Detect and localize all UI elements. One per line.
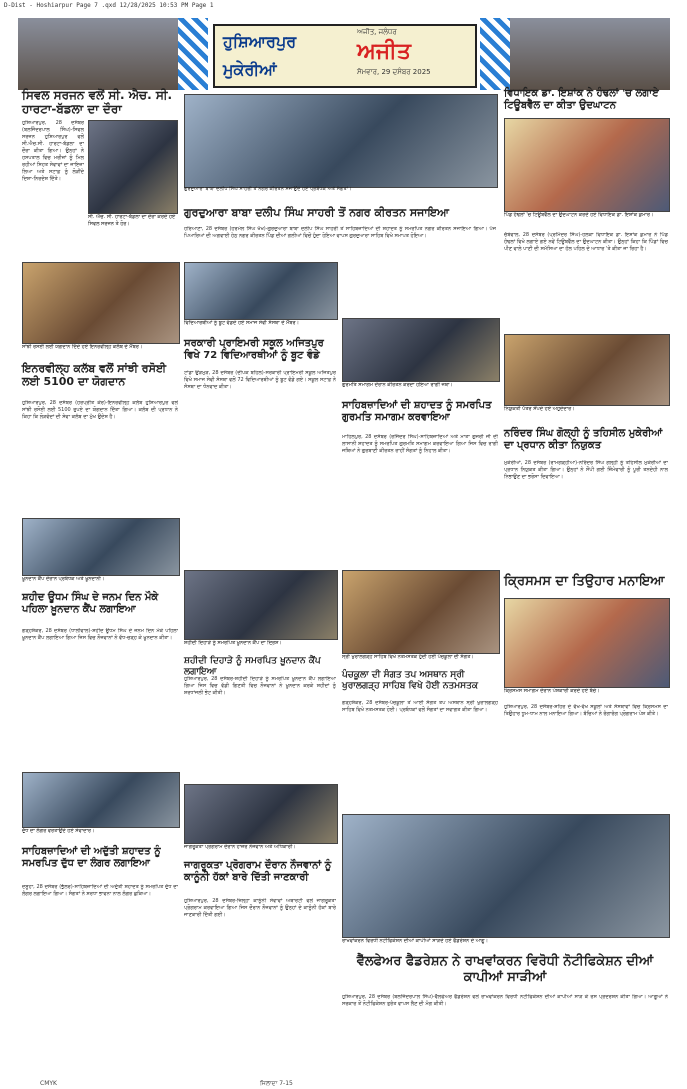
article-headline: ਪੰਚਕੂਲਾ ਦੀ ਸੰਗਤ ਤਪ ਅਸਥਾਨ ਸ੍ਰੀ ਖੁਰਾਲਗੜ੍ਹ ਸਾਹਿਬ ਵਿਖੇ ਹੋਈ ਨਤਮਸਤਕ [342, 670, 479, 691]
article-headline: ਨਰਿੰਦਰ ਸਿੰਘ ਗੋਲ੍ਹੀ ਨੂੰ ਤਹਿਸੀਲ ਮੁਕੇਰੀਆਂ ਦਾ ਪ੍ਰਧਾਨ ਕੀਤਾ ਨਿਯੁਕਤ [504, 428, 663, 451]
article-body: ਦਸੂਹਾ, 28 ਦਸੰਬਰ (ਭੁੱਲਰ)-ਸਾਹਿਬਜ਼ਾਦਿਆਂ ਦੀ ਅਦੁੱਤੀ ਸ਼ਹਾਦਤ ਨੂੰ ਸਮਰਪਿਤ ਦੁੱਧ ਦਾ ਲੰਗਰ ਲਗਾਇਆ ਗਿਆ। ਸੰਗਤਾਂ ਨੇ ਸ਼ਰਧਾ ਭਾਵਨਾ ਨਾਲ ਲੰਗਰ ਛਕਿਆ। [22, 884, 178, 897]
article-body: ਹੁਸ਼ਿਆਰਪੁਰ, 28 ਦਸੰਬਰ (ਬਲਜਿੰਦਰਪਾਲ ਸਿੰਘ)-ਸਿਵਲ ਸਰਜਨ ਹੁਸ਼ਿਆਰਪੁਰ ਵਲੋਂ ਸੀ.ਐਚ.ਸੀ. ਹਾਰਟਾ-ਬੱਡਲਾ ਦਾ ਦੌਰਾ ਕੀਤਾ ਗਿਆ। ਉਨ੍ਹਾਂ ਨੇ ਹਸਪਤਾਲ ਵਿਚ ਮਰੀਜ਼ਾਂ ਨੂੰ ਮਿਲ ਰਹੀਆਂ ਸਿਹਤ ਸੇਵਾਵਾਂ ਦਾ ਜਾਇਜ਼ਾ ਲਿਆ ਅਤੇ ਸਟਾਫ਼ ਨੂੰ ਲੋੜੀਂਦੇ ਦਿਸ਼ਾ-ਨਿਰਦੇਸ਼ ਦਿੱਤੇ। [22, 120, 84, 182]
article-headline: ਕ੍ਰਿਸਮਸ ਦਾ ਤਿਉਹਾਰ ਮਨਾਇਆ [504, 574, 665, 589]
article-body: ਗੜ੍ਹਸ਼ੰਕਰ, 28 ਦਸੰਬਰ (ਧਾਲੀਵਾਲ)-ਸ਼ਹੀਦ ਊਧਮ ਸਿੰਘ ਦੇ ਜਨਮ ਦਿਨ ਮੌਕੇ ਪਹਿਲਾ ਖ਼ੂਨਦਾਨ ਕੈਂਪ ਲਗਾਇਆ ਗਿਆ ਜਿਸ ਵਿਚ ਨੌਜਵਾਨਾਂ ਨੇ ਵੱਧ-ਚੜ੍ਹ ਕੇ ਖ਼ੂਨਦਾਨ ਕੀਤਾ। [22, 628, 178, 641]
article-headline: ਸ਼ਹੀਦ ਊਧਮ ਸਿੰਘ ਦੇ ਜਨਮ ਦਿਨ ਮੌਕੇ ਪਹਿਲਾ ਖ਼ੂਨਦਾਨ ਕੈਂਪ ਲਗਾਇਆ [22, 592, 159, 615]
print-bar: D-Dist - Hoshiarpur Page 7 .qxd 12/28/2025 10:53 PM Page 1 [4, 2, 214, 9]
article-photo [504, 334, 670, 406]
article-photo [22, 772, 180, 828]
article-caption: ਵਿਦਿਆਰਥੀਆਂ ਨੂੰ ਬੂਟ ਵੰਡਦੇ ਹੋਏ ਸਮਾਜ ਸੇਵੀ ਸੰਸਥਾ ਦੇ ਮੈਂਬਰ। [184, 320, 300, 326]
article-photo [184, 570, 338, 640]
article-body: ਮਾਹਿਲਪੁਰ, 28 ਦਸੰਬਰ (ਰਜਿੰਦਰ ਸਿੰਘ)-ਸਾਹਿਬਜ਼ਾਦਿਆਂ ਅਤੇ ਮਾਤਾ ਗੁਜਰੀ ਜੀ ਦੀ ਲਾਸਾਨੀ ਸ਼ਹਾਦਤ ਨੂੰ ਸਮਰਪਿਤ ਗੁਰਮਤਿ ਸਮਾਗਮ ਕਰਵਾਇਆ ਗਿਆ ਜਿਸ ਵਿਚ ਰਾਗੀ ਜਥਿਆਂ ਨੇ ਗੁਰਬਾਣੀ ਕੀਰਤਨ ਰਾਹੀਂ ਸੰਗਤਾਂ ਨੂੰ ਨਿਹਾਲ ਕੀਤਾ। [342, 434, 498, 454]
masthead-title-box [213, 24, 477, 88]
masthead-title-line2: ਮੁਕੇਰੀਆਂ [223, 60, 277, 79]
masthead-title-line1: ਹੁਸ਼ਿਆਰਪੁਰ [223, 32, 297, 51]
article-photo [184, 262, 338, 320]
article-body: ਹਰਿਆਣਾ, 28 ਦਸੰਬਰ (ਹਰਮੇਲ ਸਿੰਘ ਖੱਖ)-ਗੁਰਦੁਆਰਾ ਬਾਬਾ ਦਲੀਪ ਸਿੰਘ ਸਾਹਰੀ ਤੋਂ ਸਾਹਿਬਜ਼ਾਦਿਆਂ ਦੀ ਸ਼ਹਾਦਤ ਨੂੰ ਸਮਰਪਿਤ ਨਗਰ ਕੀਰਤਨ ਸਜਾਇਆ ਗਿਆ। ਪੰਜ ਪਿਆਰਿਆਂ ਦੀ ਅਗਵਾਈ ਹੇਠ ਨਗਰ ਕੀਰਤਨ ਪਿੰਡ ਦੀਆਂ ਗਲੀਆਂ ਵਿਚੋਂ ਹੁੰਦਾ ਹੋਇਆ ਵਾਪਸ ਗੁਰਦੁਆਰਾ ਸਾਹਿਬ ਵਿਖੇ ਸਮਾਪਤ ਹੋਇਆ। [184, 226, 496, 239]
article-caption: ਜਾਗਰੂਕਤਾ ਪ੍ਰੋਗਰਾਮ ਦੌਰਾਨ ਹਾਜ਼ਰ ਨੌਜਵਾਨ ਅਤੇ ਅਧਿਕਾਰੀ। [184, 844, 296, 850]
article-headline: ਗੁਰਦੁਆਰਾ ਬਾਬਾ ਦਲੀਪ ਸਿੰਘ ਸਾਹਰੀ ਤੋਂ ਨਗਰ ਕੀਰਤਨ ਸਜਾਇਆ [184, 206, 450, 219]
masthead-small-top: ਅਜੀਤ, ਜਲੰਧਰ [357, 28, 397, 36]
article-caption: ਸਾਂਝੀ ਰਸੋਈ ਲਈ ਯੋਗਦਾਨ ਦਿੰਦੇ ਹੋਏ ਇਨਰਵੀਲ੍ਹ ਕਲੱਬ ਦੇ ਮੈਂਬਰ। [22, 344, 143, 350]
masthead-pattern [480, 18, 510, 90]
article-headline: ਸਿਵਲ ਸਰਜਨ ਵਲੋਂ ਸੀ. ਐਚ. ਸੀ. ਹਾਰਟਾ-ਬੱਡਲਾ ਦਾ ਦੌਰਾ [22, 88, 173, 117]
article-body: ਹੁਸ਼ਿਆਰਪੁਰ, 28 ਦਸੰਬਰ (ਹਰਪ੍ਰੀਤ ਕੌਰ)-ਇਨਰਵੀਲ੍ਹ ਕਲੱਬ ਹੁਸ਼ਿਆਰਪੁਰ ਵਲੋਂ ਸਾਂਝੀ ਰਸੋਈ ਲਈ 5100 ਰੁਪਏ ਦਾ ਯੋਗਦਾਨ ਦਿੱਤਾ ਗਿਆ। ਕਲੱਬ ਦੀ ਪ੍ਰਧਾਨ ਨੇ ਕਿਹਾ ਕਿ ਲੋੜਵੰਦਾਂ ਦੀ ਸੇਵਾ ਕਲੱਬ ਦਾ ਮੁੱਖ ਉਦੇਸ਼ ਹੈ। [22, 400, 178, 420]
article-caption: ਕ੍ਰਿਸਮਸ ਸਮਾਗਮ ਦੌਰਾਨ ਪੇਸ਼ਕਾਰੀ ਕਰਦੇ ਹੋਏ ਬੱਚੇ। [504, 688, 600, 694]
article-headline: ਵਿਧਾਇਕ ਡਾ. ਇਸ਼ਾਂਕ ਨੇ ਹੰਢਲਾਂ 'ਚ ਲਗਾਏ ਟਿਊਬਵੈੱਲ ਦਾ ਕੀਤਾ ਉਦਘਾਟਨ [504, 88, 659, 111]
article-caption: ਗੁਰਮਤਿ ਸਮਾਗਮ ਦੌਰਾਨ ਕੀਰਤਨ ਕਰਦਾ ਹੋਇਆ ਰਾਗੀ ਜਥਾ। [342, 382, 453, 388]
masthead-photo-right [510, 18, 670, 90]
article-caption: ਰਾਖਵਾਂਕਰਨ ਵਿਰੋਧੀ ਨੋਟੀਫਿਕੇਸ਼ਨ ਦੀਆਂ ਕਾਪੀਆਂ ਸਾੜਦੇ ਹੋਏ ਫੈਡਰੇਸ਼ਨ ਦੇ ਆਗੂ। [342, 938, 488, 944]
article-caption: ਗੁਰਦੁਆਰਾ ਬਾਬਾ ਦਲੀਪ ਸਿੰਘ ਸਾਹਰੀ ਤੋਂ ਨਗਰ ਕੀਰਤਨ ਸਜਾਉਂਦੇ ਹੋਏ ਪ੍ਰਬੰਧਕ ਅਤੇ ਸੰਗਤਾਂ। [184, 186, 352, 192]
article-body: ਚੱਬੇਵਾਲ, 28 ਦਸੰਬਰ (ਪ੍ਰਮਿੰਦਰ ਸਿੰਘ)-ਹਲਕਾ ਵਿਧਾਇਕ ਡਾ. ਇਸ਼ਾਂਕ ਕੁਮਾਰ ਨੇ ਪਿੰਡ ਹੰਢਲਾਂ ਵਿਖੇ ਲਗਾਏ ਗਏ ਨਵੇਂ ਟਿਊਬਵੈੱਲ ਦਾ ਉਦਘਾਟਨ ਕੀਤਾ। ਉਨ੍ਹਾਂ ਕਿਹਾ ਕਿ ਪਿੰਡਾਂ ਵਿਚ ਪੀਣ ਵਾਲੇ ਪਾਣੀ ਦੀ ਸਮੱਸਿਆ ਦਾ ਹੱਲ ਪਹਿਲ ਦੇ ਆਧਾਰ 'ਤੇ ਕੀਤਾ ਜਾ ਰਿਹਾ ਹੈ। [504, 232, 668, 252]
article-headline: ਵੈੱਲਫੇਅਰ ਫੈਡਰੇਸ਼ਨ ਨੇ ਰਾਖਵਾਂਕਰਨ ਵਿਰੋਧੀ ਨੋਟੀਫਿਕੇਸ਼ਨ ਦੀਆਂ ਕਾਪੀਆਂ ਸਾੜੀਆਂ [356, 954, 654, 985]
article-caption: ਨਿਯੁਕਤੀ ਪੱਤਰ ਸੌਂਪਦੇ ਹੋਏ ਅਹੁਦੇਦਾਰ। [504, 406, 575, 412]
article-photo [342, 814, 670, 938]
footer-right: ਜਿਲਾਦਾ 7-15 [260, 1080, 293, 1087]
article-photo [88, 120, 178, 214]
article-caption: ਦੁੱਧ ਦਾ ਲੰਗਰ ਵਰਤਾਉਂਦੇ ਹੋਏ ਸੇਵਾਦਾਰ। [22, 828, 95, 834]
article-headline: ਸਰਕਾਰੀ ਪ੍ਰਾਇਮਰੀ ਸਕੂਲ ਅਜਿਤਪੁਰ ਵਿਖੇ 72 ਵਿਦਿਆਰਥੀਆਂ ਨੂੰ ਬੂਟ ਵੰਡੇ [184, 338, 324, 361]
article-body: ਮੁਕੇਰੀਆਂ, 28 ਦਸੰਬਰ (ਰਾਮਗੜ੍ਹੀਆ)-ਨਰਿੰਦਰ ਸਿੰਘ ਗੋਲ੍ਹੀ ਨੂੰ ਤਹਿਸੀਲ ਮੁਕੇਰੀਆਂ ਦਾ ਪ੍ਰਧਾਨ ਨਿਯੁਕਤ ਕੀਤਾ ਗਿਆ। ਉਨ੍ਹਾਂ ਨੇ ਸੌਂਪੀ ਗਈ ਜ਼ਿੰਮੇਵਾਰੀ ਨੂੰ ਪੂਰੀ ਤਨਦੇਹੀ ਨਾਲ ਨਿਭਾਉਣ ਦਾ ਭਰੋਸਾ ਦਿਵਾਇਆ। [504, 460, 668, 480]
article-photo [504, 598, 670, 688]
article-headline: ਸ਼ਹੀਦੀ ਦਿਹਾੜੇ ਨੂੰ ਸਮਰਪਿਤ ਖ਼ੂਨਦਾਨ ਕੈਂਪ ਲਗਾਇਆ [184, 656, 321, 677]
article-caption: ਖ਼ੂਨਦਾਨ ਕੈਂਪ ਦੌਰਾਨ ਪ੍ਰਬੰਧਕ ਅਤੇ ਖ਼ੂਨਦਾਨੀ। [22, 576, 105, 582]
article-photo [22, 262, 180, 344]
footer-left: CMYK [40, 1080, 57, 1087]
article-caption: ਪਿੰਡ ਹੰਢਲਾਂ 'ਚ ਟਿਊਬਵੈੱਲ ਦਾ ਉਦਘਾਟਨ ਕਰਦੇ ਹੋਏ ਵਿਧਾਇਕ ਡਾ. ਇਸ਼ਾਂਕ ਕੁਮਾਰ। [504, 212, 654, 218]
article-headline: ਜਾਗਰੂਕਤਾ ਪ੍ਰੋਗਰਾਮ ਦੌਰਾਨ ਨੌਜਵਾਨਾਂ ਨੂੰ ਕਾਨੂੰਨੀ ਹੱਕਾਂ ਬਾਰੇ ਦਿੱਤੀ ਜਾਣਕਾਰੀ [184, 860, 332, 883]
masthead-paper-name: ਅਜੀਤ [357, 39, 411, 64]
masthead-pattern [178, 18, 208, 90]
article-photo [342, 570, 500, 654]
article-photo [184, 784, 338, 844]
masthead-date: ਸੋਮਵਾਰ, 29 ਦਸੰਬਰ 2025 [357, 68, 431, 76]
article-body: ਹੁਸ਼ਿਆਰਪੁਰ, 28 ਦਸੰਬਰ-ਸ਼ਹੀਦੀ ਦਿਹਾੜੇ ਨੂੰ ਸਮਰਪਿਤ ਖ਼ੂਨਦਾਨ ਕੈਂਪ ਲਗਾਇਆ ਗਿਆ ਜਿਸ ਵਿਚ ਵੱਡੀ ਗਿਣਤੀ ਵਿਚ ਨੌਜਵਾਨਾਂ ਨੇ ਖ਼ੂਨਦਾਨ ਕਰਕੇ ਸ਼ਹੀਦਾਂ ਨੂੰ ਸ਼ਰਧਾਂਜਲੀ ਭੇਟ ਕੀਤੀ। [184, 676, 336, 696]
masthead-photo-left [18, 18, 178, 90]
article-caption: ਸ਼ਹੀਦੀ ਦਿਹਾੜੇ ਨੂੰ ਸਮਰਪਿਤ ਖ਼ੂਨਦਾਨ ਕੈਂਪ ਦਾ ਦ੍ਰਿਸ਼। [184, 640, 282, 646]
article-body: ਗੜ੍ਹਸ਼ੰਕਰ, 28 ਦਸੰਬਰ-ਪੰਚਕੂਲਾ ਤੋਂ ਆਈ ਸੰਗਤ ਤਪ ਅਸਥਾਨ ਸ੍ਰੀ ਖੁਰਾਲਗੜ੍ਹ ਸਾਹਿਬ ਵਿਖੇ ਨਤਮਸਤਕ ਹੋਈ। ਪ੍ਰਬੰਧਕਾਂ ਵਲੋਂ ਸੰਗਤਾਂ ਦਾ ਸਵਾਗਤ ਕੀਤਾ ਗਿਆ। [342, 700, 498, 713]
article-photo [184, 94, 498, 188]
article-caption: ਸੀ. ਐਚ. ਸੀ. ਹਾਰਟਾ-ਬੱਡਲਾ ਦਾ ਦੌਰਾ ਕਰਦੇ ਹੋਏ ਸਿਵਲ ਸਰਜਨ ਤੇ ਹੋਰ। [88, 214, 176, 227]
article-body: ਹੁਸ਼ਿਆਰਪੁਰ, 28 ਦਸੰਬਰ (ਬਲਜਿੰਦਰਪਾਲ ਸਿੰਘ)-ਵੈੱਲਫੇਅਰ ਫੈਡਰੇਸ਼ਨ ਵਲੋਂ ਰਾਖਵਾਂਕਰਨ ਵਿਰੋਧੀ ਨੋਟੀਫਿਕੇਸ਼ਨ ਦੀਆਂ ਕਾਪੀਆਂ ਸਾੜ ਕੇ ਰੋਸ ਪ੍ਰਦਰਸ਼ਨ ਕੀਤਾ ਗਿਆ। ਆਗੂਆਂ ਨੇ ਸਰਕਾਰ ਤੋਂ ਨੋਟੀਫਿਕੇਸ਼ਨ ਤੁਰੰਤ ਵਾਪਸ ਲੈਣ ਦੀ ਮੰਗ ਕੀਤੀ। [342, 994, 668, 1007]
article-photo [22, 518, 180, 576]
footer [0, 1078, 687, 1089]
article-headline: ਸਾਹਿਬਜ਼ਾਦਿਆਂ ਦੀ ਸ਼ਹਾਦਤ ਨੂੰ ਸਮਰਪਿਤ ਗੁਰਮਤਿ ਸਮਾਗਮ ਕਰਵਾਇਆ [342, 400, 492, 423]
masthead [18, 18, 670, 90]
article-photo [342, 318, 500, 382]
article-body: ਹੁਸ਼ਿਆਰਪੁਰ, 28 ਦਸੰਬਰ-ਜ਼ਿਲ੍ਹਾ ਕਾਨੂੰਨੀ ਸੇਵਾਵਾਂ ਅਥਾਰਟੀ ਵਲੋਂ ਜਾਗਰੂਕਤਾ ਪ੍ਰੋਗਰਾਮ ਕਰਵਾਇਆ ਗਿਆ ਜਿਸ ਦੌਰਾਨ ਨੌਜਵਾਨਾਂ ਨੂੰ ਉਨ੍ਹਾਂ ਦੇ ਕਾਨੂੰਨੀ ਹੱਕਾਂ ਬਾਰੇ ਜਾਣਕਾਰੀ ਦਿੱਤੀ ਗਈ। [184, 898, 336, 918]
article-caption: ਸ੍ਰੀ ਖੁਰਾਲਗੜ੍ਹ ਸਾਹਿਬ ਵਿਖੇ ਨਤਮਸਤਕ ਹੁੰਦੀ ਹੋਈ ਪੰਚਕੂਲਾ ਦੀ ਸੰਗਤ। [342, 654, 474, 660]
article-headline: ਸਾਹਿਬਜ਼ਾਦਿਆਂ ਦੀ ਅਦੁੱਤੀ ਸ਼ਹਾਦਤ ਨੂੰ ਸਮਰਪਿਤ ਦੁੱਧ ਦਾ ਲੰਗਰ ਲਗਾਇਆ [22, 846, 161, 869]
article-body: ਟਾਂਡਾ ਉੜਮੁੜ, 28 ਦਸੰਬਰ (ਦੀਪਕ ਬਹਿਲ)-ਸਰਕਾਰੀ ਪ੍ਰਾਇਮਰੀ ਸਕੂਲ ਅਜਿਤਪੁਰ ਵਿਖੇ ਸਮਾਜ ਸੇਵੀ ਸੰਸਥਾ ਵਲੋਂ 72 ਵਿਦਿਆਰਥੀਆਂ ਨੂੰ ਬੂਟ ਵੰਡੇ ਗਏ। ਸਕੂਲ ਸਟਾਫ਼ ਨੇ ਸੰਸਥਾ ਦਾ ਧੰਨਵਾਦ ਕੀਤਾ। [184, 370, 336, 390]
article-headline: ਇਨਰਵੀਲ੍ਹ ਕਲੱਬ ਵਲੋਂ ਸਾਂਝੀ ਰਸੋਈ ਲਈ 5100 ਦਾ ਯੋਗਦਾਨ [22, 362, 167, 389]
article-body: ਹੁਸ਼ਿਆਰਪੁਰ, 28 ਦਸੰਬਰ-ਸ਼ਹਿਰ ਦੇ ਵੱਖ-ਵੱਖ ਸਕੂਲਾਂ ਅਤੇ ਸੰਸਥਾਵਾਂ ਵਿਚ ਕ੍ਰਿਸਮਸ ਦਾ ਤਿਉਹਾਰ ਧੂਮ-ਧਾਮ ਨਾਲ ਮਨਾਇਆ ਗਿਆ। ਬੱਚਿਆਂ ਨੇ ਰੰਗਾਰੰਗ ਪ੍ਰੋਗਰਾਮ ਪੇਸ਼ ਕੀਤੇ। [504, 704, 668, 717]
article-photo [504, 118, 670, 212]
